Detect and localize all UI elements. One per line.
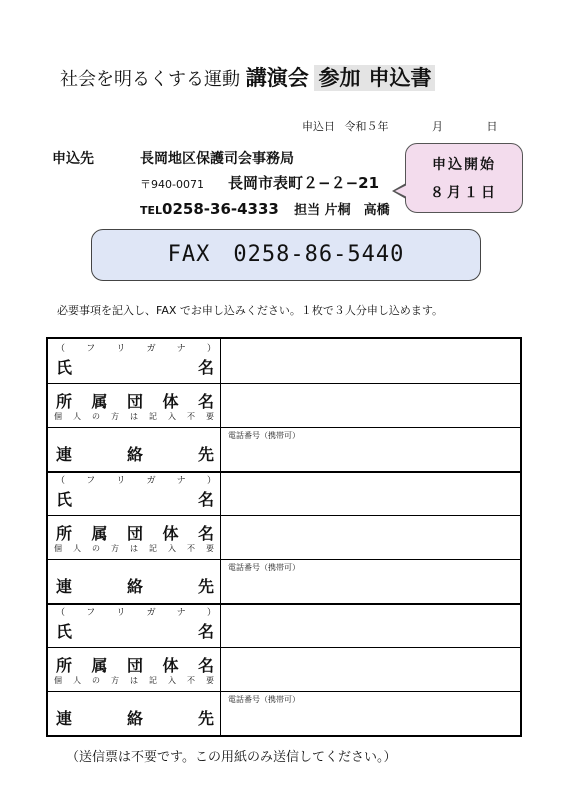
instructions-note: 必要事項を記入し、FAX でお申し込みください。１枚で３人分申し込めます。 (57, 304, 443, 317)
applicant-entry (48, 603, 520, 735)
contact-label: 連 絡 先 (56, 445, 214, 464)
date-day: 日 (486, 120, 498, 133)
furigana-label: （ フ リ ガ ナ ） (56, 344, 216, 354)
application-start-bubble (405, 143, 523, 213)
title-participation: 参加 (314, 65, 364, 91)
affiliation-input-area[interactable] (221, 648, 520, 691)
page-title (60, 62, 435, 92)
affiliation-note: 個 人 の 方 は 記 入 不 要 (54, 412, 214, 421)
applicant-entry (48, 339, 520, 471)
bubble-line-1: 申込開始 (432, 157, 496, 173)
title-application-form: 申込書 (364, 65, 435, 91)
date-month: 月 (432, 120, 443, 133)
telephone-line (140, 199, 390, 218)
office-address: 長岡市表町２−２−21 (228, 174, 380, 192)
fax-number-box: FAX 0258-86-5440 (91, 229, 481, 281)
affiliation-label: 所 属 団 体 名 (56, 524, 214, 543)
contact-input-area[interactable] (221, 703, 520, 735)
speech-bubble-tail-fill (395, 185, 407, 197)
contact-label: 連 絡 先 (56, 577, 214, 596)
row-divider (48, 559, 520, 560)
date-label: 申込日 (302, 120, 335, 133)
applicant-entry (48, 471, 520, 603)
name-label: 氏 名 (56, 358, 214, 377)
contact-input-area[interactable] (221, 439, 520, 471)
contact-persons: 担当 片桐 高橋 (294, 203, 390, 218)
phone-hint: 電話番号（携帯可） (228, 563, 300, 572)
tel-label: TEL (140, 204, 163, 217)
affiliation-note: 個 人 の 方 は 記 入 不 要 (54, 544, 214, 553)
contact-input-area[interactable] (221, 571, 520, 603)
footer-note: （送信票は不要です。この用紙のみ送信してください。） (66, 750, 397, 765)
application-form-table (46, 337, 522, 737)
applicant-label: 申込先 (52, 151, 94, 167)
name-input-area[interactable] (221, 603, 520, 647)
furigana-label: （ フ リ ガ ナ ） (56, 608, 216, 618)
office-name: 長岡地区保護司会事務局 (140, 151, 294, 167)
bubble-line-2: ８月１日 (430, 185, 498, 201)
phone-hint: 電話番号（携帯可） (228, 431, 300, 440)
affiliation-input-area[interactable] (221, 384, 520, 427)
tel-number: 0258-36-4333 (162, 200, 279, 218)
name-label: 氏 名 (56, 622, 214, 641)
affiliation-input-area[interactable] (221, 516, 520, 559)
affiliation-label: 所 属 団 体 名 (56, 392, 214, 411)
affiliation-label: 所 属 団 体 名 (56, 656, 214, 675)
contact-label: 連 絡 先 (56, 709, 214, 728)
phone-hint: 電話番号（携帯可） (228, 695, 300, 704)
title-lecture: 講演会 (245, 66, 309, 90)
postal-code: 〒940-0071 (140, 178, 204, 191)
application-date-line (302, 118, 504, 134)
name-label: 氏 名 (56, 490, 214, 509)
affiliation-note: 個 人 の 方 は 記 入 不 要 (54, 676, 214, 685)
row-divider (48, 691, 520, 692)
row-divider (48, 427, 520, 428)
name-input-area[interactable] (221, 471, 520, 515)
name-input-area[interactable] (221, 339, 520, 383)
title-campaign: 社会を明るくする運動 (60, 69, 240, 90)
date-era: 令和５年 (344, 120, 389, 133)
furigana-label: （ フ リ ガ ナ ） (56, 476, 216, 486)
